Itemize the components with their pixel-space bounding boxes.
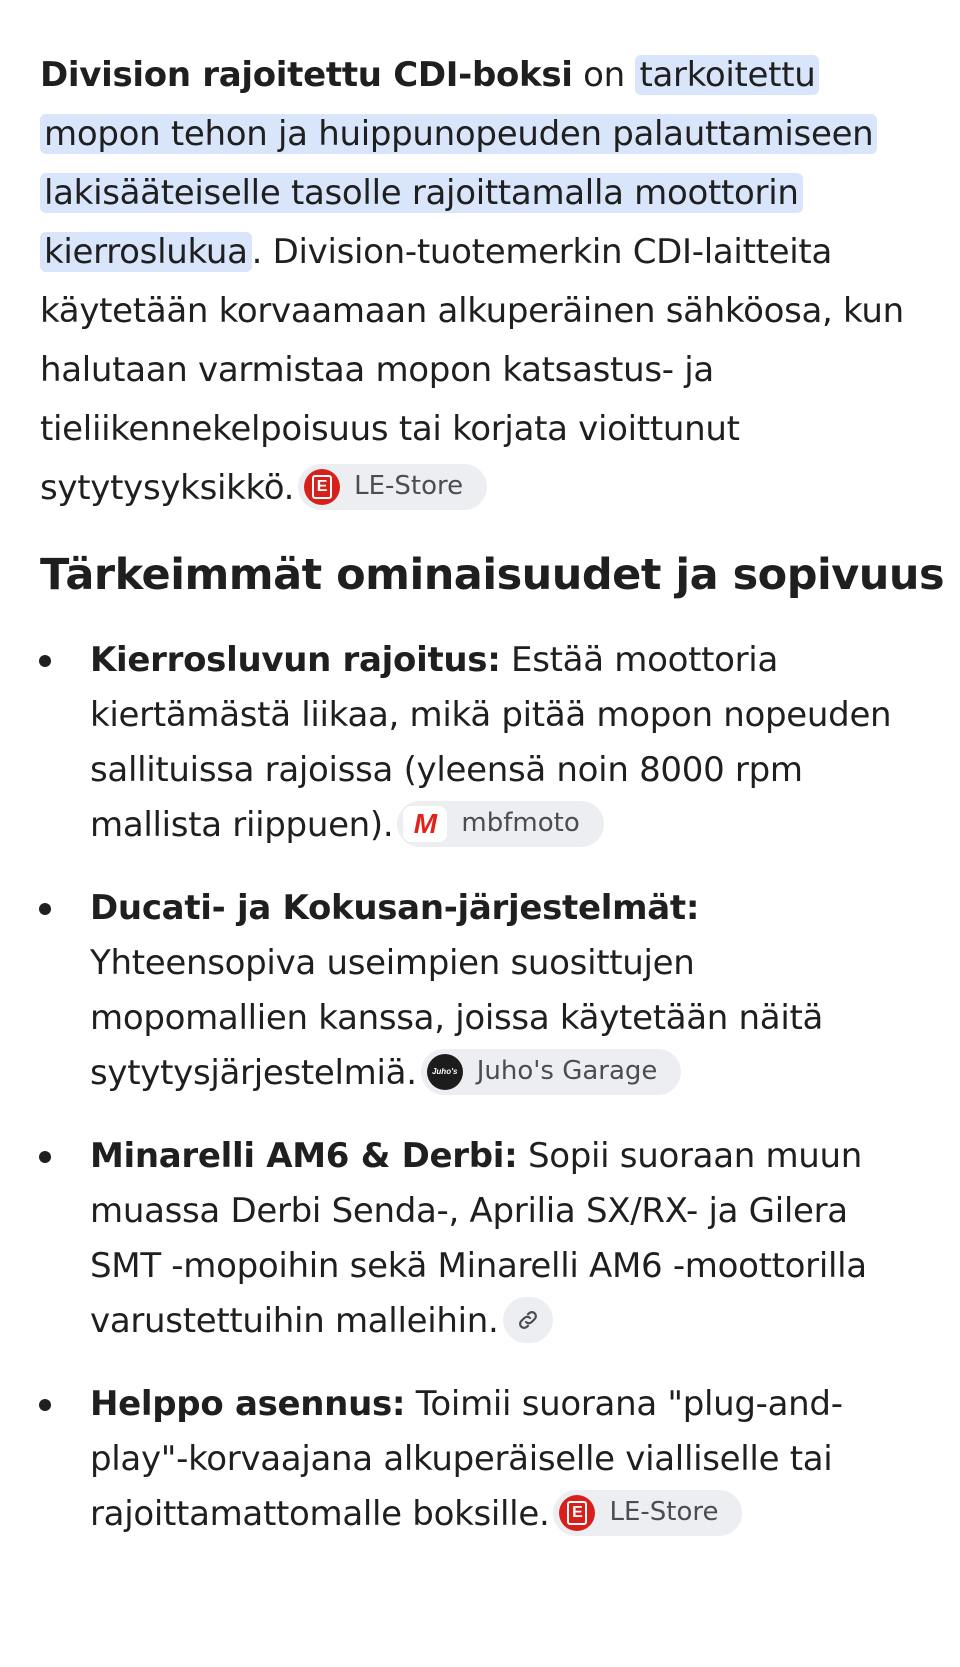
juhos-garage-logo-icon: Juho's <box>427 1054 463 1090</box>
source-chip-label: LE-Store <box>609 1497 719 1527</box>
source-chip-le-store[interactable] <box>553 1490 742 1536</box>
list-item-title: Minarelli AM6 & Derbi: <box>90 1136 518 1176</box>
bullet-icon <box>39 1399 51 1411</box>
source-chip-le-store[interactable] <box>298 464 487 510</box>
source-chip-label: mbfmoto <box>461 808 580 838</box>
mbfmoto-logo-icon: M <box>403 806 447 842</box>
list-item-text: Estää moottoria kiertämästä liikaa, mikä pitää mopon nopeuden sallituissa rajoissa (yleensä noin 8000 rpm mallista riippuen). <box>90 640 892 845</box>
intro-bold-lead: Division rajoitettu CDI-boksi <box>40 55 573 95</box>
list-item-text: Yhteensopiva useimpien suosittujen mopomallien kanssa, joissa käytetään näitä sytytysjärjestelmiä. <box>90 943 824 1093</box>
list-item-title: Helppo asennus: <box>90 1384 406 1424</box>
source-chip-label: LE-Store <box>354 471 464 501</box>
intro-rest: . Division-tuotemerkin CDI-laitteita käytetään korvaamaan alkuperäinen sähköosa, kun halutaan varmistaa mopon katsastus- ja tieliikennekelpoisuus tai korjata vioittunut sytytysyksikkö. <box>40 232 904 508</box>
source-chip-label: Juho's Garage <box>476 1056 658 1086</box>
list-item <box>90 881 910 1101</box>
intro-connector: on <box>572 55 636 95</box>
list-item <box>90 1377 910 1542</box>
list-item <box>90 1129 910 1349</box>
intro-paragraph <box>40 46 920 518</box>
bullet-icon <box>39 1151 51 1163</box>
list-item-title: Kierrosluvun rajoitus: <box>90 640 501 680</box>
source-chip-mbfmoto[interactable] <box>397 801 603 847</box>
list-item-title: Ducati- ja Kokusan-järjestelmät: <box>90 888 700 928</box>
bullet-icon <box>39 903 51 915</box>
list-item-text: Sopii suoraan muun muassa Derbi Senda-, Aprilia SX/RX- ja Gilera SMT -mopoihin sekä Minarelli AM6 -moottorilla varustettuihin malleihin. <box>90 1136 867 1341</box>
list-item-text: Toimii suorana "plug-and-play"-korvaajana alkuperäiselle vialliselle tai rajoittamattomalle boksille. <box>90 1384 843 1534</box>
le-store-logo-icon: E <box>559 1495 595 1531</box>
le-store-logo-icon: E <box>304 469 340 505</box>
section-heading: Tärkeimmät ominaisuudet ja sopivuus <box>40 550 945 600</box>
source-chip-juhos-garage[interactable] <box>421 1049 682 1095</box>
source-link-button[interactable] <box>503 1297 553 1343</box>
list-item <box>90 633 910 853</box>
intro-highlight[interactable]: tarkoitettu mopon tehon ja huippunopeuden palauttamiseen lakisääteiselle tasolle rajoittamalla moottorin kierroslukua <box>40 55 877 272</box>
link-icon <box>516 1308 540 1332</box>
bullet-icon <box>39 655 51 667</box>
